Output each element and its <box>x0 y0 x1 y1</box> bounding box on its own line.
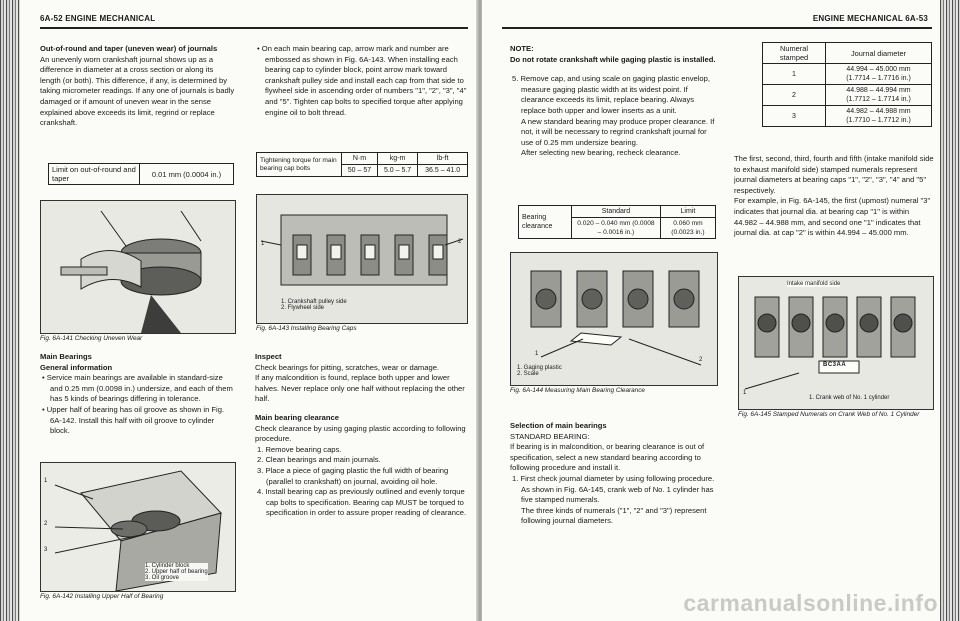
step-item: 5. Remove cap, and using scale on gaging plastic envelop, measure gaging plastic width at its widest point. If clearance exceeds its limit, replace bearing. Always replace both upper and lower inserts as a unit. <box>512 74 710 115</box>
bullet-text: Upper half of bearing has oil groove as shown in Fig. 6A-142. Install this half with oil groove to cylinder block. <box>46 404 225 436</box>
step-item: 1. First check journal diameter by using following procedure. <box>512 473 715 483</box>
legend-item: 1. Crank web of No. 1 cylinder <box>809 395 890 401</box>
diameter-mm: 44.994 – 45.000 mm <box>846 66 911 73</box>
figure-caption: Fig. 6A-145 Stamped Numerals on Crank Web of No. 1 Cylinder <box>738 411 920 418</box>
table-cell: 0.020 – 0.040 mm (0.0008 – 0.0016 in.) <box>572 218 661 239</box>
cap-number-plate <box>297 245 307 259</box>
web-bore <box>860 314 878 332</box>
table-cell <box>826 85 932 106</box>
step-item: 2. Clean bearings and main journals. <box>257 455 381 465</box>
paragraph: Check bearings for pitting, scratches, wear or damage. <box>255 362 440 372</box>
callout-2: 2 <box>44 521 48 527</box>
table-cell <box>826 64 932 85</box>
bullet-item: • Service main bearings are available in standard-size and 0.25 mm (0.0098 in.) undersize, and each of them has 5 kinds of bearings differing in tolerance. <box>42 373 233 404</box>
inspect-section <box>255 352 467 519</box>
diameter-mm: 44.982 – 44.988 mm <box>846 108 911 115</box>
journal-bore <box>674 289 694 309</box>
paragraph: The first, second, third, fourth and fifth (intake manifold side to exhaust manifold side) stamped numerals represent journal diameters at bearing caps "1", "2", "3", "4" and "5" respectively. <box>734 154 934 195</box>
diameter-mm: 44.988 – 44.994 mm <box>846 87 911 94</box>
table-cell: 1 <box>763 64 826 85</box>
journal-bore <box>536 289 556 309</box>
legend-item: 2. Scale <box>517 371 539 377</box>
paragraph: An unevenly worn crankshaft journal shows up as a difference in diameter at a cross section or along its length (or both). This difference, if any, is determined by taking micrometer readings. If any one of journals is badly damaged or if amount of uneven wear in the sense explained above exceeds its limit, regrind or replace crankshaft. <box>40 54 235 128</box>
page-header-left: 6A-52 ENGINE MECHANICAL <box>40 14 156 23</box>
page-header-right: ENGINE MECHANICAL 6A-53 <box>812 14 928 23</box>
watermark: carmanualsonline.info <box>683 590 938 616</box>
callout-2: 2 <box>458 239 462 245</box>
callout-1: 1 <box>261 241 265 247</box>
paragraph: If bearing is in malcondition, or bearing clearance is out of specification, select a new standard bearing according to following procedure and install it. <box>510 442 705 473</box>
note-heading: NOTE: <box>510 44 534 53</box>
table-cell: 3 <box>763 106 826 127</box>
paragraph: If any malcondition is found, replace both upper and lower halves. Never replace only one half without replacing the other half. <box>255 373 465 404</box>
figure-legend <box>281 299 347 311</box>
legend-item: 1. Gaging plastic <box>517 365 562 371</box>
bullet-text: On each main bearing cap, arrow mark and number are embossed as shown in Fig. 6A-143. When installing each bearing cap to cylinder block, point arrow mark toward crankshaft pulley side and install each cap from that side to flywheel side in ascending order of numbers "1", "2", "3", "4" and "5". Tighten cap bolts to specified torque after applying engine oil to bolt thread. <box>261 44 467 117</box>
web-bore <box>826 314 844 332</box>
clearance-table <box>518 205 716 239</box>
selection-section <box>510 421 716 527</box>
table-header: Limit <box>660 206 715 218</box>
intake-manifold-label: Intake manifold side <box>787 281 841 287</box>
journal-bore <box>582 289 602 309</box>
standard-bearing-label: STANDARD BEARING: <box>510 431 590 441</box>
figure-caption: Fig. 6A-142 Installing Upper Half of Bearing <box>40 593 164 600</box>
callout-1: 1 <box>44 478 48 484</box>
table-cell: 36.5 – 41.0 <box>418 165 468 177</box>
web-bore <box>792 314 810 332</box>
page-binding-edge <box>0 0 20 621</box>
legend-item: 2. Flywheel side <box>281 305 325 311</box>
legend-item: 1. Crankshaft pulley side <box>281 299 347 305</box>
diameter-in: (1.7710 – 1.7712 in.) <box>846 117 911 124</box>
table-header: N·m <box>342 153 378 165</box>
callout-2: 2 <box>699 357 703 363</box>
legend-item: 1. Cylinder block <box>145 563 190 569</box>
left-column <box>40 44 236 129</box>
step-item: 3. Place a piece of gaging plastic the full width of bearing (parallel to crankshaft) on journal, avoiding oil hole. <box>257 465 449 486</box>
figure-legend <box>145 563 208 581</box>
legend-item: 3. Oil groove <box>145 575 180 581</box>
torque-table <box>256 152 468 177</box>
note-text: Do not rotate crankshaft while gaging plastic is installed. <box>510 54 716 64</box>
inspect-heading: Inspect <box>255 352 282 361</box>
diameter-in: (1.7714 – 1.7716 in.) <box>846 75 911 82</box>
cap-number-plate <box>331 245 341 259</box>
table-cell <box>826 106 932 127</box>
crank-webs <box>755 297 915 357</box>
left-column <box>510 44 716 159</box>
table-cell: 2 <box>763 85 826 106</box>
bearings-section <box>40 352 236 437</box>
paragraph: After selecting new bearing, recheck clearance. <box>521 148 681 158</box>
journal-bore <box>628 289 648 309</box>
table-cell: 5.0 – 5.7 <box>377 165 417 177</box>
figure-legend <box>517 365 562 377</box>
paragraph: For example, in Fig. 6A-145, the first (upmost) numeral "3" indicates that journal dia. at bearing cap "1" is within 44.982 – 44.988 mm, and second one "1" indicates that journal dia. at cap "2" is within 44.994 – 45.000 mm. <box>734 196 931 238</box>
paragraph: The three kinds of numerals ("1", "2" and "3") represent following journal diameters. <box>521 505 707 526</box>
cap-number-plate <box>399 245 409 259</box>
figure-6a-145 <box>738 276 934 410</box>
selection-heading: Selection of main bearings <box>510 421 607 430</box>
limit-label: Limit on out-of-round and taper <box>49 164 140 185</box>
table-cell: 50 – 57 <box>342 165 378 177</box>
table-header: lb-ft <box>418 153 468 165</box>
limit-table <box>48 163 234 185</box>
callout-1: 1 <box>743 390 747 396</box>
header-rule <box>502 27 932 29</box>
web-bore <box>894 314 912 332</box>
clearance-heading: Main bearing clearance <box>255 412 339 422</box>
left-page <box>0 0 478 621</box>
crank-web-illustration <box>739 277 933 409</box>
general-info-heading: General information <box>40 362 113 372</box>
micrometer-illustration <box>41 201 235 333</box>
step-item: 1. Remove bearing caps. <box>257 444 342 454</box>
paragraph: As shown in Fig. 6A-145, crank web of No. 1 cylinder has five stamped numerals. <box>521 484 714 505</box>
table-header: kg-m <box>377 153 417 165</box>
bullet-text: Service main bearings are available in standard-size and 0.25 mm (0.0098 in.) undersize, and each of them has 5 kinds of bearings differing in tolerance. <box>46 373 233 404</box>
page-binding-edge <box>940 0 960 621</box>
web-bore <box>758 314 776 332</box>
torque-label: Tightening torque for main bearing cap bolts <box>257 153 342 177</box>
cap-number-plate <box>365 245 375 259</box>
figure-caption: Fig. 6A-144 Measuring Main Bearing Clearance <box>510 387 645 394</box>
table-cell: 0.060 mm (0.0023 in.) <box>660 218 715 239</box>
paragraph: Check clearance by using gaging plastic according to following procedure. <box>255 423 466 444</box>
callout-1: 1 <box>535 351 539 357</box>
figure-6a-144 <box>510 252 718 386</box>
main-bearings-heading: Main Bearings <box>40 352 92 361</box>
stamp-numerals: BC3AA <box>823 362 847 368</box>
figure-caption: Fig. 6A-141 Checking Uneven Wear <box>40 335 143 342</box>
table-header: Standard <box>572 206 661 218</box>
right-page <box>482 0 960 621</box>
cap-number-plate <box>433 245 443 259</box>
step-item: 4. Install bearing cap as previously outlined and evenly torque cap bolts to specification. Bearing cap MUST be torqued to specification in order to assure proper reading of clearance. <box>257 487 467 518</box>
legend-item: 2. Upper half of bearing <box>145 569 208 575</box>
journal-diameter-table <box>762 42 932 127</box>
paragraph: A new standard bearing may produce proper clearance. If not, it will be necessary to regrind crankshaft journal for use of 0.25 mm undersize bearing. <box>521 116 715 147</box>
figure-6a-143 <box>256 194 468 324</box>
limit-value: 0.01 mm (0.0004 in.) <box>140 164 234 185</box>
section-heading: Out-of-round and taper (uneven wear) of journals <box>40 44 218 53</box>
table-header: Numeral stamped <box>763 43 826 64</box>
bullet-item: • Upper half of bearing has oil groove as shown in Fig. 6A-142. Install this half with oil groove to cylinder block. <box>42 404 225 436</box>
figure-caption: Fig. 6A-143 Installing Bearing Caps <box>256 325 357 332</box>
figure-6a-141 <box>40 200 236 334</box>
diameter-in: (1.7712 – 1.7714 in.) <box>846 96 911 103</box>
right-column <box>255 44 467 118</box>
header-rule <box>40 27 468 29</box>
clearance-label: Bearing clearance <box>519 206 572 239</box>
callout-3: 3 <box>44 547 48 553</box>
figure-6a-142 <box>40 462 236 592</box>
table-header: Journal diameter <box>826 43 932 64</box>
bullet-item: • On each main bearing cap, arrow mark and number are embossed as shown in Fig. 6A-143. When installing each bearing cap to cylinder block, point arrow mark toward crankshaft pulley side and install each cap from that side to flywheel side in ascending order of numbers "1", "2", "3", "4" and "5". Tighten cap bolts to specified torque after applying engine oil to bolt thread. <box>257 44 467 117</box>
right-column <box>734 154 934 239</box>
